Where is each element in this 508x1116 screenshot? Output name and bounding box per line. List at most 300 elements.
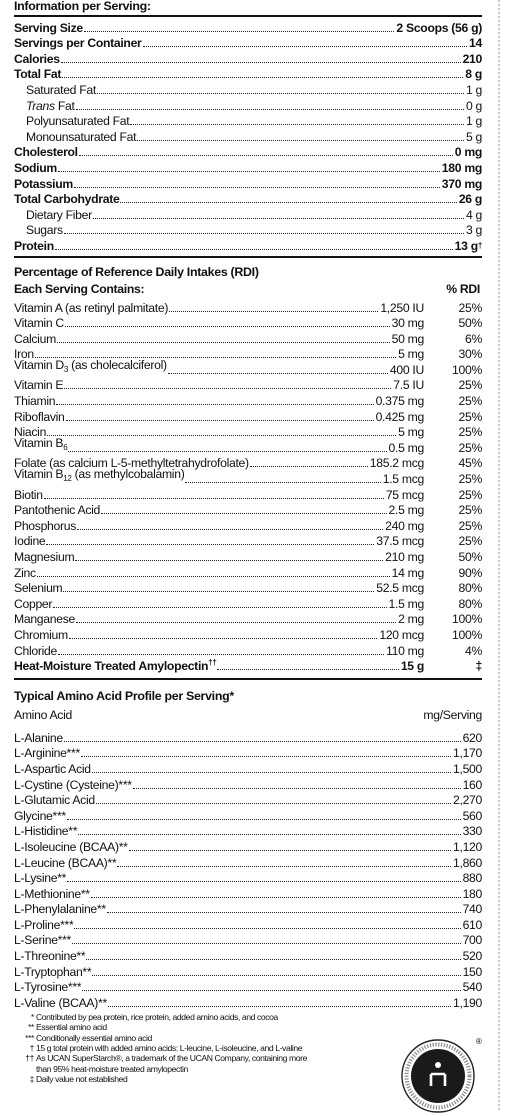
- leader-dots: [96, 803, 451, 804]
- leader-dots: [67, 881, 460, 882]
- leader-dots: [143, 46, 468, 47]
- leader-dots: [93, 218, 464, 219]
- amino-name: Glycine***: [14, 808, 66, 823]
- serving-value: 0 mg: [454, 145, 482, 160]
- leader-dots: [129, 850, 451, 851]
- rdi-percent: 25%: [458, 472, 482, 487]
- footnote-line: [14, 1022, 482, 1032]
- nutrient-name: Vitamin B: [14, 435, 64, 450]
- nutrient-label: [14, 566, 36, 580]
- amino-name: L-Cystine (Cysteine)***: [14, 777, 132, 792]
- leader-dots: [84, 31, 395, 32]
- rdi-percent: 50%: [458, 316, 482, 331]
- serving-row: [14, 237, 482, 253]
- rdi-percent: 25%: [458, 378, 482, 393]
- nutrient-label: [14, 316, 64, 330]
- nutrient-name: Thiamin: [14, 394, 56, 409]
- rdi-row: [14, 486, 482, 502]
- amino-row: [14, 760, 482, 776]
- serving-row: [14, 206, 482, 222]
- leader-dots: [72, 943, 461, 944]
- amino-amount: 520: [462, 949, 482, 964]
- serving-label: Dietary Fiber: [26, 207, 92, 222]
- nutrient-amount: 7.5 IU: [393, 378, 424, 393]
- nutrient-label: [14, 519, 76, 533]
- nutrient-label: [14, 581, 62, 595]
- amino-name: L-Arginine***: [14, 746, 80, 761]
- nutrient-superscript: ††: [208, 658, 217, 668]
- leader-dots: [185, 482, 380, 483]
- nutrient-name: Vitamin A (as retinyl palmitate): [14, 300, 169, 315]
- serving-label: Calories: [14, 51, 60, 66]
- nutrient-amount: 14 mg: [391, 565, 424, 580]
- rdi-row: [14, 377, 482, 393]
- serving-label: Cholesterol: [14, 145, 78, 160]
- amino-row: [14, 807, 482, 823]
- leader-dots: [81, 756, 451, 757]
- leader-dots: [217, 669, 398, 670]
- amino-amount: 180: [462, 886, 482, 901]
- amino-row: [14, 916, 482, 932]
- rdi-percent: 25%: [458, 440, 482, 455]
- rdi-percent: 30%: [458, 347, 482, 362]
- leader-dots: [169, 311, 378, 312]
- serving-info-list: [14, 19, 482, 253]
- rdi-row: [14, 424, 482, 440]
- leader-dots: [92, 975, 460, 976]
- leader-dots: [79, 155, 453, 156]
- rdi-percent: 100%: [452, 627, 482, 642]
- footnote-mark: ***: [25, 1032, 34, 1043]
- nutrient-amount: 5 mg: [398, 425, 424, 440]
- rdi-row: [14, 435, 482, 455]
- amino-amount: 160: [462, 777, 482, 792]
- leader-dots: [168, 373, 388, 374]
- nutrient-subscript: 12: [63, 474, 72, 484]
- amino-name: L-Methionine**: [14, 886, 90, 901]
- amino-row: [14, 885, 482, 901]
- nutrient-label: [14, 332, 56, 346]
- leader-dots: [63, 591, 374, 592]
- amino-row: [14, 994, 482, 1010]
- amino-row: [14, 963, 482, 979]
- rdi-row: [14, 392, 482, 408]
- serving-value: 1 g: [465, 114, 482, 129]
- rdi-percent: 25%: [458, 409, 482, 424]
- leader-dots: [133, 788, 461, 789]
- nutrient-amount: 1.5 mcg: [382, 472, 424, 487]
- leader-dots: [64, 233, 464, 234]
- leader-dots: [91, 897, 461, 898]
- nutrient-form: (as methylcobalamin): [71, 467, 185, 482]
- leader-dots: [44, 498, 384, 499]
- rdi-percent: 25%: [458, 394, 482, 409]
- footnote-text: 15 g total protein with added amino acids: L-leucine, L-isoleucine, and L-valine: [36, 1043, 303, 1054]
- facts-content: [14, 0, 482, 1085]
- leader-dots: [101, 513, 387, 514]
- nutrient-amount: 5 mg: [398, 347, 424, 362]
- nutrient-name: Chromium: [14, 627, 68, 642]
- amino-column-header: [14, 708, 482, 724]
- nutrient-amount: 30 mg: [391, 316, 424, 331]
- amino-name: L-Phenylalanine**: [14, 902, 106, 917]
- leader-dots: [65, 326, 390, 327]
- nutrient-name: Vitamin D: [14, 357, 64, 372]
- amino-amount: 540: [462, 980, 482, 995]
- nutrient-label: [14, 410, 65, 424]
- serving-value: 26 g: [458, 192, 482, 207]
- nutrient-amount: 210 mg: [385, 550, 424, 564]
- leader-dots: [97, 93, 464, 94]
- leader-dots: [66, 420, 374, 421]
- nutrient-amount: 1,250 IU: [380, 300, 424, 315]
- serving-label: Serving Size: [14, 20, 83, 35]
- amino-amount: 880: [462, 871, 482, 886]
- nutrient-subscript: 3: [63, 364, 69, 374]
- serving-value: 180 mg: [441, 160, 482, 175]
- rdi-row: [14, 502, 482, 518]
- rdi-percent: 25%: [458, 503, 482, 518]
- nutrient-label: [14, 534, 45, 548]
- nutrient-amount: 0.5 mg: [388, 440, 424, 455]
- leader-dots: [74, 928, 460, 929]
- section1-title: Information per Serving:: [14, 0, 151, 13]
- serving-row: [14, 144, 482, 160]
- footnote-text: Conditionally essential amino acid: [36, 1032, 152, 1043]
- rdi-percent: 50%: [458, 550, 482, 564]
- nutrient-subscript: 6: [63, 442, 68, 452]
- serving-row: [14, 81, 482, 97]
- nutrient-amount: 240 mg: [385, 518, 424, 533]
- rdi-row: [14, 626, 482, 642]
- amino-name: L-Tyrosine***: [14, 980, 82, 995]
- nutrient-amount: 2 mg: [398, 612, 424, 627]
- nutrient-name: Calcium: [14, 331, 56, 346]
- amino-name: L-Serine***: [14, 933, 71, 948]
- rdi-row: [14, 548, 482, 564]
- section3-title: Typical Amino Acid Profile per Serving*: [14, 689, 234, 704]
- nutrient-name: Pantothenic Acid: [14, 503, 100, 518]
- rdi-row: [14, 564, 482, 580]
- rdi-row: [14, 330, 482, 346]
- footnote-line: [14, 1012, 482, 1022]
- nutrient-amount: 110 mg: [386, 643, 424, 658]
- leader-dots: [64, 388, 391, 389]
- amino-amount: 1,860: [453, 855, 482, 870]
- serving-value: 210: [462, 51, 482, 66]
- leader-dots: [57, 342, 390, 343]
- nutrient-label: [14, 503, 100, 517]
- rdi-percent: 25%: [458, 518, 482, 533]
- serving-label: Sodium: [14, 160, 57, 175]
- nutrient-name: Biotin: [14, 487, 43, 502]
- nutrient-name: Iron: [14, 347, 34, 362]
- amino-amount: 1,120: [453, 839, 482, 854]
- amino-row: [14, 979, 482, 995]
- amino-row: [14, 870, 482, 886]
- leader-dots: [250, 466, 368, 467]
- leader-dots: [108, 1006, 451, 1007]
- serving-row: [14, 19, 482, 35]
- nutrient-amount: 1.5 mg: [388, 596, 424, 611]
- serving-label: [26, 99, 75, 113]
- serving-label: Saturated Fat: [26, 82, 96, 97]
- amino-row: [14, 947, 482, 963]
- nutrient-name: Vitamin B: [14, 467, 64, 482]
- italic-prefix: Trans: [26, 98, 55, 113]
- nutrient-form: (as cholecalciferol): [68, 357, 167, 372]
- rdi-row: [14, 408, 482, 424]
- amino-amount: 560: [462, 808, 482, 823]
- amino-row: [14, 792, 482, 808]
- amino-amount: 740: [462, 902, 482, 917]
- divider: [14, 678, 482, 680]
- serving-value: 0 g: [465, 98, 482, 113]
- leader-dots: [120, 202, 456, 203]
- leader-dots: [62, 77, 463, 78]
- footnote-text: Daily value not established: [36, 1074, 128, 1085]
- serving-value: 8 g: [465, 67, 482, 82]
- amino-col-right: mg/Serving: [423, 708, 482, 723]
- nutrient-name: Iodine: [14, 534, 46, 549]
- nutrient-label: [14, 467, 184, 486]
- amino-name: L-Tryptophan**: [14, 964, 92, 979]
- nutrient-amount: 52.5 mcg: [376, 581, 424, 596]
- rdi-row: [14, 533, 482, 549]
- rdi-col-left: Each Serving Contains:: [14, 281, 145, 296]
- amino-amount: 2,270: [453, 793, 482, 808]
- nutrient-amount: 185.2 mcg: [369, 456, 424, 471]
- rdi-percent: 4%: [464, 643, 482, 658]
- amino-name: L-Alanine: [14, 730, 63, 745]
- nutrient-name: Chloride: [14, 643, 57, 658]
- nutrient-amount: 15 g: [400, 659, 424, 674]
- leader-dots: [77, 529, 383, 530]
- leader-dots: [53, 607, 386, 608]
- nutrient-amount: 0.425 mg: [375, 409, 424, 424]
- rdi-row: [14, 299, 482, 315]
- serving-row: [14, 113, 482, 129]
- rdi-col-right: % RDI: [446, 281, 480, 296]
- amino-row: [14, 776, 482, 792]
- serving-value: 370 mg: [441, 176, 482, 191]
- nutrient-amount: 50 mg: [391, 331, 424, 346]
- footnote-mark: †: [29, 1043, 34, 1054]
- rdi-row: [14, 580, 482, 596]
- nutrient-amount: 2.5 mg: [388, 503, 424, 518]
- serving-value: 4 g: [465, 207, 482, 222]
- amino-list: [14, 729, 482, 1010]
- serving-label: Protein: [14, 238, 54, 253]
- rdi-percent: 80%: [458, 596, 482, 611]
- rdi-row: [14, 315, 482, 331]
- rdi-percent: 6%: [464, 331, 482, 346]
- amino-amount: 620: [462, 730, 482, 745]
- nutrient-amount: 120 mcg: [379, 627, 424, 642]
- serving-label: Sugars: [26, 223, 63, 238]
- nutrient-name: Selenium: [14, 581, 63, 596]
- leader-dots: [67, 819, 461, 820]
- leader-dots: [92, 772, 451, 773]
- nutrient-name: Zinc: [14, 565, 36, 580]
- serving-row: [14, 35, 482, 51]
- leader-dots: [130, 124, 464, 125]
- serving-label: Monounsaturated Fat: [26, 129, 137, 144]
- rdi-percent: 25%: [458, 425, 482, 440]
- nutrient-name: Folate (as calcium L-5-methyltetrahydrofolate): [14, 456, 249, 471]
- rdi-percent: 25%: [458, 487, 482, 502]
- amino-row: [14, 901, 482, 917]
- serving-row: [14, 191, 482, 207]
- rdi-row: [14, 467, 482, 487]
- nutrient-label: [14, 597, 52, 611]
- nutrient-label: [14, 656, 216, 673]
- amino-row: [14, 745, 482, 761]
- nutrient-name: Riboflavin: [14, 409, 65, 424]
- amino-amount: 330: [462, 824, 482, 839]
- amino-name: L-Valine (BCAA)**: [14, 995, 107, 1010]
- leader-dots: [55, 249, 453, 250]
- footnote-mark: ‡: [29, 1074, 34, 1085]
- rdi-row: [14, 357, 482, 377]
- leader-dots: [69, 638, 378, 639]
- serving-value: 14: [469, 36, 482, 51]
- amino-row: [14, 932, 482, 948]
- amino-name: L-Lysine**: [14, 871, 67, 886]
- serving-value: 2 Scoops (56 g): [396, 20, 482, 35]
- nutrient-label: [14, 550, 74, 564]
- nutrient-name: Niacin: [14, 425, 47, 440]
- ucan-superstarch-seal-icon: [400, 1036, 480, 1116]
- leader-dots: [47, 435, 396, 436]
- nutrient-name: Vitamin C: [14, 316, 64, 331]
- serving-label: Total Fat: [14, 67, 62, 82]
- amino-row: [14, 838, 482, 854]
- nutrient-label: [14, 612, 75, 626]
- nutrient-amount: 75 mcg: [385, 487, 424, 502]
- rdi-percent: 100%: [452, 612, 482, 627]
- serving-value: 13 g: [454, 238, 478, 253]
- leader-dots: [64, 741, 461, 742]
- footnote-mark: *: [31, 1011, 34, 1022]
- leader-dots: [78, 834, 460, 835]
- serving-label: Potassium: [14, 176, 73, 191]
- leader-dots: [86, 959, 460, 960]
- rdi-row: [14, 517, 482, 533]
- divider: [14, 256, 482, 258]
- serving-row: [14, 175, 482, 191]
- amino-name: L-Threonine**: [14, 949, 86, 964]
- leader-dots: [58, 171, 440, 172]
- nutrient-name: Vitamin E: [14, 378, 64, 393]
- rdi-percent: 25%: [458, 534, 482, 549]
- nutrient-name: Phosphorus: [14, 518, 77, 533]
- footnote-text: than 95% heat-moisture treated amylopectin: [36, 1063, 188, 1074]
- serving-row: [14, 128, 482, 144]
- nutrient-label: [14, 378, 63, 392]
- dagger-mark: †: [477, 240, 482, 250]
- rdi-percent: ‡: [475, 659, 482, 674]
- amino-amount: 610: [462, 917, 482, 932]
- nutrient-amount: 400 IU: [389, 362, 424, 377]
- amino-name: L-Proline***: [14, 917, 74, 932]
- amino-name: L-Aspartic Acid: [14, 761, 91, 776]
- nutrient-name: Manganese: [14, 612, 75, 627]
- nutrient-name: Magnesium: [14, 550, 75, 564]
- footnote-mark: **: [28, 1022, 34, 1033]
- registered-mark: ®: [476, 1037, 482, 1046]
- leader-dots: [76, 109, 464, 110]
- leader-dots: [56, 404, 373, 405]
- nutrient-name: Copper: [14, 596, 53, 611]
- serving-row: [14, 50, 482, 66]
- amino-amount: 700: [462, 933, 482, 948]
- amino-row: [14, 823, 482, 839]
- leader-dots: [61, 62, 461, 63]
- footnote-text: Essential amino acid: [36, 1022, 107, 1033]
- leader-dots: [37, 576, 390, 577]
- rdi-percent: 45%: [458, 456, 482, 471]
- amino-amount: 1,190: [453, 995, 482, 1010]
- leader-dots: [117, 866, 451, 867]
- leader-dots: [58, 654, 384, 655]
- rdi-row: [14, 595, 482, 611]
- footnote-text: Contributed by pea protein, rice protein, added amino acids, and cocoa: [36, 1011, 278, 1022]
- rdi-percent: 100%: [452, 362, 482, 377]
- leader-dots: [68, 451, 386, 452]
- nutrient-name: Heat-Moisture Treated Amylopectin: [14, 659, 209, 674]
- footnote-text: As UCAN SuperStarch®, a trademark of the UCAN Company, containing more: [36, 1053, 307, 1064]
- serving-value: 1 g: [465, 82, 482, 97]
- serving-value: 3 g: [465, 223, 482, 238]
- amino-col-left: Amino Acid: [14, 708, 72, 723]
- amino-name: L-Histidine**: [14, 824, 78, 839]
- amino-amount: 1,500: [453, 761, 482, 776]
- serving-row: [14, 159, 482, 175]
- amino-row: [14, 854, 482, 870]
- section2-title: Percentage of Reference Daily Intakes (RDI): [14, 264, 259, 279]
- amino-amount: 1,170: [453, 746, 482, 761]
- amino-amount: 150: [462, 964, 482, 979]
- serving-label: Total Carbohydrate: [14, 192, 120, 207]
- rdi-percent: 25%: [458, 300, 482, 315]
- serving-label: Polyunsaturated Fat: [26, 114, 130, 129]
- nutrient-label: [14, 628, 68, 642]
- nutrient-label: [14, 301, 168, 315]
- leader-dots: [137, 140, 464, 141]
- leader-dots: [74, 187, 440, 188]
- nutrient-label: [14, 394, 55, 408]
- amino-name: L-Leucine (BCAA)**: [14, 855, 117, 870]
- amino-name: L-Isoleucine (BCAA)**: [14, 839, 128, 854]
- amino-row: [14, 729, 482, 745]
- footnote-mark: ††: [25, 1053, 34, 1064]
- leader-dots: [107, 912, 461, 913]
- amino-name: L-Glutamic Acid: [14, 793, 95, 808]
- serving-value: 5 g: [465, 129, 482, 144]
- leader-dots: [46, 544, 374, 545]
- serving-label: Servings per Container: [14, 36, 142, 51]
- leader-dots: [75, 560, 383, 561]
- rdi-column-header: [14, 282, 482, 298]
- nutrient-label: [14, 488, 43, 502]
- leader-dots: [82, 990, 460, 991]
- rdi-percent: 90%: [458, 565, 482, 580]
- rdi-percent: 80%: [458, 581, 482, 596]
- nutrient-label: [14, 358, 167, 377]
- nutrient-amount: 0.375 mg: [375, 394, 424, 409]
- leader-dots: [76, 622, 396, 623]
